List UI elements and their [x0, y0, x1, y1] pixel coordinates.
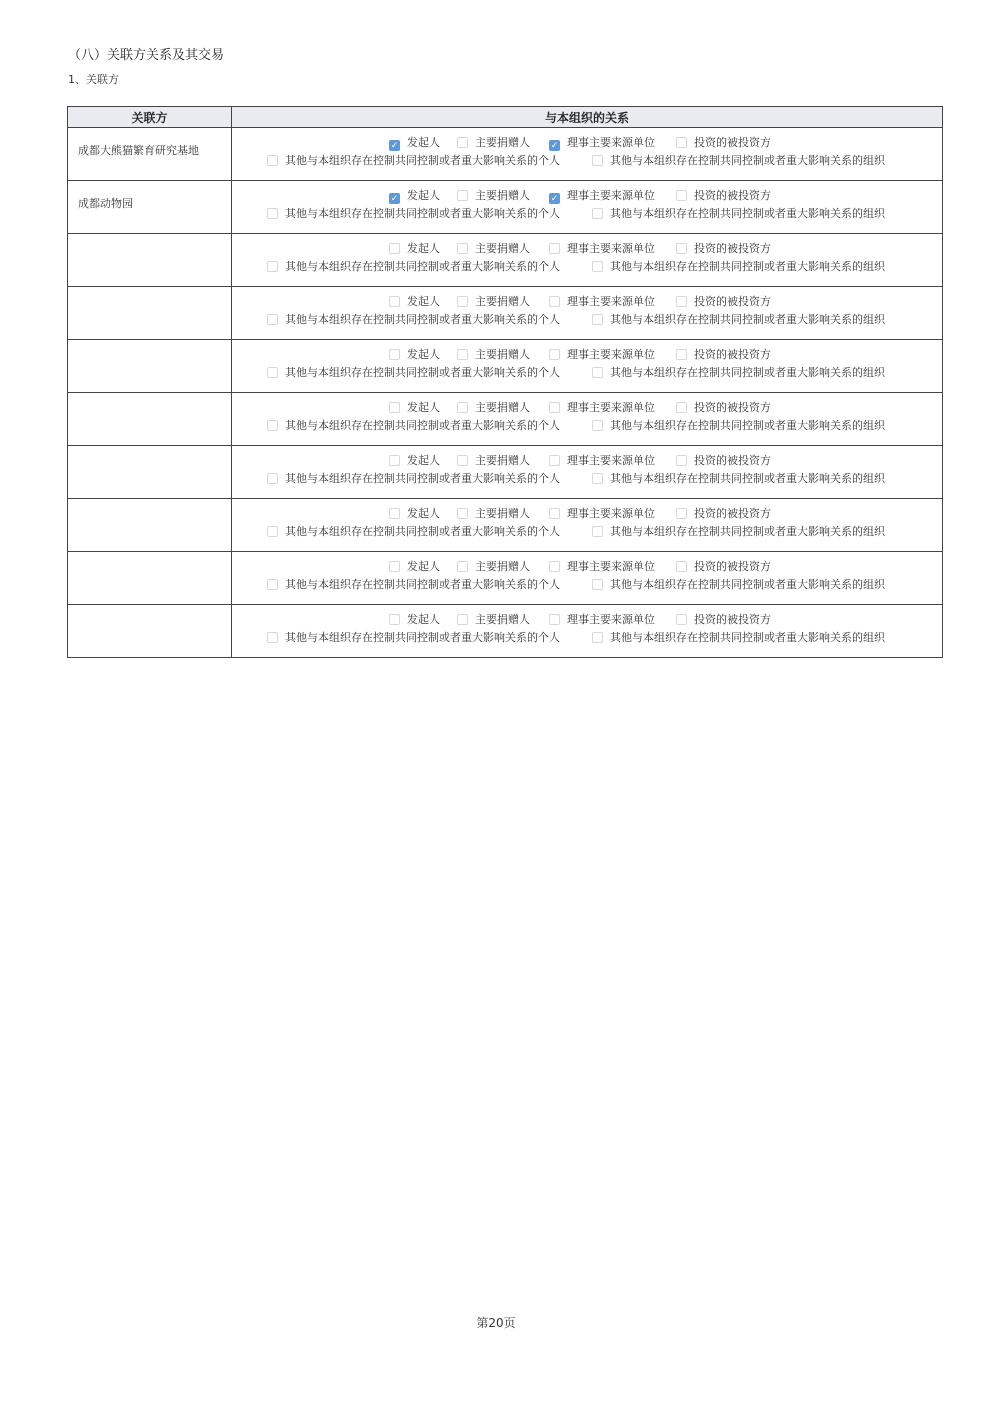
option-label: 其他与本组织存在控制共同控制或者重大影响关系的组织 — [610, 419, 885, 432]
option-founder[interactable] — [389, 136, 440, 151]
option-founder[interactable] — [389, 348, 440, 362]
checkbox-icon[interactable] — [267, 367, 278, 378]
option-label: 其他与本组织存在控制共同控制或者重大影响关系的个人 — [285, 419, 560, 432]
option-founder[interactable] — [389, 401, 440, 415]
checkbox-icon[interactable] — [549, 561, 560, 572]
checkbox-icon[interactable] — [592, 420, 603, 431]
checkbox-icon[interactable] — [549, 296, 560, 307]
table-row — [68, 499, 943, 552]
option-label: 主要捐赠人 — [475, 295, 530, 308]
table-row — [68, 181, 943, 234]
option-label: 投资的被投资方 — [694, 401, 771, 414]
option-label: 发起人 — [407, 242, 440, 255]
option-related-organization[interactable] — [592, 578, 885, 592]
option-related-organization[interactable] — [592, 631, 885, 645]
option-label: 其他与本组织存在控制共同控制或者重大影响关系的个人 — [285, 313, 560, 326]
option-related-organization[interactable] — [592, 207, 885, 221]
checkbox-icon[interactable] — [549, 614, 560, 625]
checkbox-icon[interactable] — [457, 614, 468, 625]
option-board-source-unit[interactable] — [549, 454, 655, 468]
checkbox-icon[interactable] — [592, 526, 603, 537]
option-related-individual[interactable] — [267, 631, 560, 645]
relationship-options — [232, 499, 943, 552]
option-investee[interactable] — [676, 136, 771, 150]
option-label: 其他与本组织存在控制共同控制或者重大影响关系的个人 — [285, 207, 560, 220]
checkbox-icon[interactable] — [676, 561, 687, 572]
option-label: 其他与本组织存在控制共同控制或者重大影响关系的组织 — [610, 313, 885, 326]
checkbox-icon[interactable] — [457, 190, 468, 201]
option-related-organization[interactable] — [592, 525, 885, 539]
option-label: 其他与本组织存在控制共同控制或者重大影响关系的组织 — [610, 260, 885, 273]
option-related-individual[interactable] — [267, 472, 560, 486]
related-party-table — [67, 106, 943, 658]
option-label: 其他与本组织存在控制共同控制或者重大影响关系的个人 — [285, 631, 560, 644]
related-party-name — [68, 340, 232, 393]
option-label: 理事主要来源单位 — [567, 560, 655, 573]
checkbox-icon[interactable] — [389, 455, 400, 466]
option-investee[interactable] — [676, 242, 771, 256]
related-party-name — [68, 552, 232, 605]
option-investee[interactable] — [676, 189, 771, 203]
checkbox-checked-icon[interactable]: ✓ — [390, 141, 399, 151]
related-party-name — [68, 605, 232, 658]
option-label: 发起人 — [407, 189, 440, 202]
checkbox-icon[interactable] — [267, 579, 278, 590]
option-founder[interactable] — [389, 189, 440, 204]
option-major-donor[interactable] — [457, 348, 530, 362]
table-row — [68, 128, 943, 181]
option-label: 其他与本组织存在控制共同控制或者重大影响关系的组织 — [610, 472, 885, 485]
option-label: 其他与本组织存在控制共同控制或者重大影响关系的组织 — [610, 207, 885, 220]
option-label: 其他与本组织存在控制共同控制或者重大影响关系的个人 — [285, 260, 560, 273]
option-label: 主要捐赠人 — [475, 348, 530, 361]
option-board-source-unit[interactable] — [549, 136, 655, 151]
option-major-donor[interactable] — [457, 507, 530, 521]
checkbox-icon[interactable] — [389, 561, 400, 572]
option-label: 其他与本组织存在控制共同控制或者重大影响关系的个人 — [285, 366, 560, 379]
option-label: 发起人 — [407, 613, 440, 626]
option-related-organization[interactable] — [592, 472, 885, 486]
relationship-options — [232, 605, 943, 658]
option-board-source-unit[interactable] — [549, 613, 655, 627]
option-label: 主要捐赠人 — [475, 454, 530, 467]
checkbox-icon[interactable] — [457, 137, 468, 148]
relationship-options — [232, 234, 943, 287]
option-investee[interactable] — [676, 401, 771, 415]
option-related-organization[interactable] — [592, 419, 885, 433]
checkbox-icon[interactable] — [549, 455, 560, 466]
option-founder[interactable] — [389, 507, 440, 521]
table-row — [68, 287, 943, 340]
option-board-source-unit[interactable] — [549, 560, 655, 574]
option-label: 投资的被投资方 — [694, 295, 771, 308]
header-relationship: 与本组织的关系 — [232, 107, 943, 128]
related-party-name: 成都动物园 — [68, 181, 232, 234]
checkbox-checked-icon[interactable]: ✓ — [550, 141, 559, 151]
table-row — [68, 393, 943, 446]
table-row — [68, 605, 943, 658]
option-board-source-unit[interactable] — [549, 348, 655, 362]
relationship-options — [232, 393, 943, 446]
option-major-donor[interactable] — [457, 560, 530, 574]
option-label: 发起人 — [407, 454, 440, 467]
relationship-options — [232, 181, 943, 234]
checkbox-icon[interactable] — [549, 402, 560, 413]
option-founder[interactable] — [389, 454, 440, 468]
option-board-source-unit[interactable] — [549, 401, 655, 415]
option-label: 理事主要来源单位 — [567, 454, 655, 467]
option-label: 其他与本组织存在控制共同控制或者重大影响关系的个人 — [285, 578, 560, 591]
option-label: 发起人 — [407, 348, 440, 361]
option-major-donor[interactable] — [457, 242, 530, 256]
checkbox-icon[interactable] — [592, 579, 603, 590]
checkbox-icon[interactable] — [457, 455, 468, 466]
option-related-individual[interactable] — [267, 154, 560, 168]
option-board-source-unit[interactable] — [549, 189, 655, 204]
option-label: 投资的被投资方 — [694, 242, 771, 255]
option-label: 其他与本组织存在控制共同控制或者重大影响关系的组织 — [610, 525, 885, 538]
checkbox-icon[interactable] — [676, 190, 687, 201]
option-founder[interactable] — [389, 295, 440, 309]
checkbox-icon[interactable] — [592, 155, 603, 166]
related-party-name — [68, 393, 232, 446]
checkbox-icon[interactable] — [676, 243, 687, 254]
checkbox-icon[interactable] — [676, 137, 687, 148]
checkbox-icon[interactable] — [457, 243, 468, 254]
option-label: 发起人 — [407, 295, 440, 308]
checkbox-icon[interactable] — [676, 614, 687, 625]
option-related-organization[interactable] — [592, 313, 885, 327]
checkbox-icon[interactable] — [676, 402, 687, 413]
option-related-individual[interactable] — [267, 313, 560, 327]
option-related-organization[interactable] — [592, 154, 885, 168]
option-label: 理事主要来源单位 — [567, 136, 655, 149]
relationship-options — [232, 446, 943, 499]
option-major-donor[interactable] — [457, 295, 530, 309]
option-founder[interactable] — [389, 613, 440, 627]
related-party-name — [68, 287, 232, 340]
checkbox-icon[interactable] — [267, 632, 278, 643]
option-related-organization[interactable] — [592, 260, 885, 274]
checkbox-icon[interactable] — [267, 155, 278, 166]
checkbox-icon[interactable] — [389, 243, 400, 254]
option-label: 投资的被投资方 — [694, 348, 771, 361]
checkbox-icon[interactable] — [267, 314, 278, 325]
checkbox-checked-icon[interactable]: ✓ — [390, 194, 399, 204]
option-label: 投资的被投资方 — [694, 613, 771, 626]
checkbox-icon[interactable] — [549, 349, 560, 360]
option-label: 理事主要来源单位 — [567, 401, 655, 414]
option-investee[interactable] — [676, 454, 771, 468]
option-label: 主要捐赠人 — [475, 507, 530, 520]
checkbox-icon[interactable] — [457, 349, 468, 360]
option-label: 投资的被投资方 — [694, 136, 771, 149]
relationship-options — [232, 287, 943, 340]
option-label: 其他与本组织存在控制共同控制或者重大影响关系的个人 — [285, 525, 560, 538]
option-related-individual[interactable] — [267, 578, 560, 592]
option-related-individual[interactable] — [267, 366, 560, 380]
option-major-donor[interactable] — [457, 136, 530, 150]
checkbox-icon[interactable] — [676, 349, 687, 360]
option-label: 理事主要来源单位 — [567, 242, 655, 255]
checkbox-icon[interactable] — [592, 314, 603, 325]
related-party-name: 成都大熊猫繁育研究基地 — [68, 128, 232, 181]
option-investee[interactable] — [676, 613, 771, 627]
checkbox-icon[interactable] — [676, 296, 687, 307]
option-related-individual[interactable] — [267, 525, 560, 539]
checkbox-icon[interactable] — [457, 402, 468, 413]
option-label: 主要捐赠人 — [475, 136, 530, 149]
relationship-options — [232, 340, 943, 393]
option-label: 发起人 — [407, 560, 440, 573]
checkbox-checked-icon[interactable]: ✓ — [550, 194, 559, 204]
checkbox-icon[interactable] — [457, 508, 468, 519]
section-title: （八）关联方关系及其交易 — [68, 48, 225, 63]
option-label: 投资的被投资方 — [694, 560, 771, 573]
checkbox-icon[interactable] — [389, 349, 400, 360]
option-investee[interactable] — [676, 560, 771, 574]
option-label: 主要捐赠人 — [475, 242, 530, 255]
option-major-donor[interactable] — [457, 189, 530, 203]
checkbox-icon[interactable] — [389, 296, 400, 307]
table-row — [68, 552, 943, 605]
option-label: 主要捐赠人 — [475, 189, 530, 202]
checkbox-icon[interactable] — [592, 261, 603, 272]
option-founder[interactable] — [389, 560, 440, 574]
relationship-options — [232, 552, 943, 605]
option-label: 发起人 — [407, 401, 440, 414]
checkbox-icon[interactable] — [267, 420, 278, 431]
option-related-individual[interactable] — [267, 207, 560, 221]
option-label: 发起人 — [407, 507, 440, 520]
option-investee[interactable] — [676, 507, 771, 521]
option-label: 投资的被投资方 — [694, 189, 771, 202]
checkbox-icon[interactable] — [389, 508, 400, 519]
option-label: 主要捐赠人 — [475, 613, 530, 626]
checkbox-icon[interactable] — [457, 561, 468, 572]
relationship-options — [232, 128, 943, 181]
option-board-source-unit[interactable] — [549, 295, 655, 309]
checkbox-icon[interactable] — [457, 296, 468, 307]
option-related-individual[interactable] — [267, 260, 560, 274]
option-major-donor[interactable] — [457, 613, 530, 627]
option-label: 投资的被投资方 — [694, 507, 771, 520]
checkbox-icon[interactable] — [549, 508, 560, 519]
checkbox-icon[interactable] — [267, 208, 278, 219]
checkbox-icon[interactable] — [549, 243, 560, 254]
option-label: 投资的被投资方 — [694, 454, 771, 467]
checkbox-icon[interactable] — [676, 455, 687, 466]
option-label: 其他与本组织存在控制共同控制或者重大影响关系的组织 — [610, 154, 885, 167]
checkbox-icon[interactable] — [592, 473, 603, 484]
option-label: 理事主要来源单位 — [567, 295, 655, 308]
option-board-source-unit[interactable] — [549, 242, 655, 256]
related-party-name — [68, 234, 232, 287]
option-related-organization[interactable] — [592, 366, 885, 380]
option-major-donor[interactable] — [457, 454, 530, 468]
table-row — [68, 234, 943, 287]
option-label: 其他与本组织存在控制共同控制或者重大影响关系的组织 — [610, 578, 885, 591]
option-label: 理事主要来源单位 — [567, 507, 655, 520]
option-label: 其他与本组织存在控制共同控制或者重大影响关系的个人 — [285, 154, 560, 167]
option-label: 主要捐赠人 — [475, 560, 530, 573]
checkbox-icon[interactable] — [389, 402, 400, 413]
option-label: 其他与本组织存在控制共同控制或者重大影响关系的组织 — [610, 366, 885, 379]
checkbox-icon[interactable] — [389, 614, 400, 625]
option-label: 理事主要来源单位 — [567, 613, 655, 626]
option-label: 发起人 — [407, 136, 440, 149]
option-related-individual[interactable] — [267, 419, 560, 433]
option-label: 其他与本组织存在控制共同控制或者重大影响关系的组织 — [610, 631, 885, 644]
checkbox-icon[interactable] — [267, 526, 278, 537]
option-investee[interactable] — [676, 295, 771, 309]
table-row — [68, 340, 943, 393]
checkbox-icon[interactable] — [592, 367, 603, 378]
checkbox-icon[interactable] — [267, 261, 278, 272]
option-founder[interactable] — [389, 242, 440, 256]
option-major-donor[interactable] — [457, 401, 530, 415]
option-board-source-unit[interactable] — [549, 507, 655, 521]
option-investee[interactable] — [676, 348, 771, 362]
header-related-party: 关联方 — [68, 107, 232, 128]
checkbox-icon[interactable] — [592, 208, 603, 219]
option-label: 理事主要来源单位 — [567, 189, 655, 202]
related-party-name — [68, 446, 232, 499]
checkbox-icon[interactable] — [676, 508, 687, 519]
checkbox-icon[interactable] — [592, 632, 603, 643]
option-label: 其他与本组织存在控制共同控制或者重大影响关系的个人 — [285, 472, 560, 485]
table-header-row — [68, 107, 943, 128]
option-label: 理事主要来源单位 — [567, 348, 655, 361]
checkbox-icon[interactable] — [267, 473, 278, 484]
related-party-name — [68, 499, 232, 552]
option-label: 主要捐赠人 — [475, 401, 530, 414]
subsection-title: 1、关联方 — [68, 73, 119, 86]
table-row — [68, 446, 943, 499]
page-number: 第20页 — [476, 1316, 516, 1330]
